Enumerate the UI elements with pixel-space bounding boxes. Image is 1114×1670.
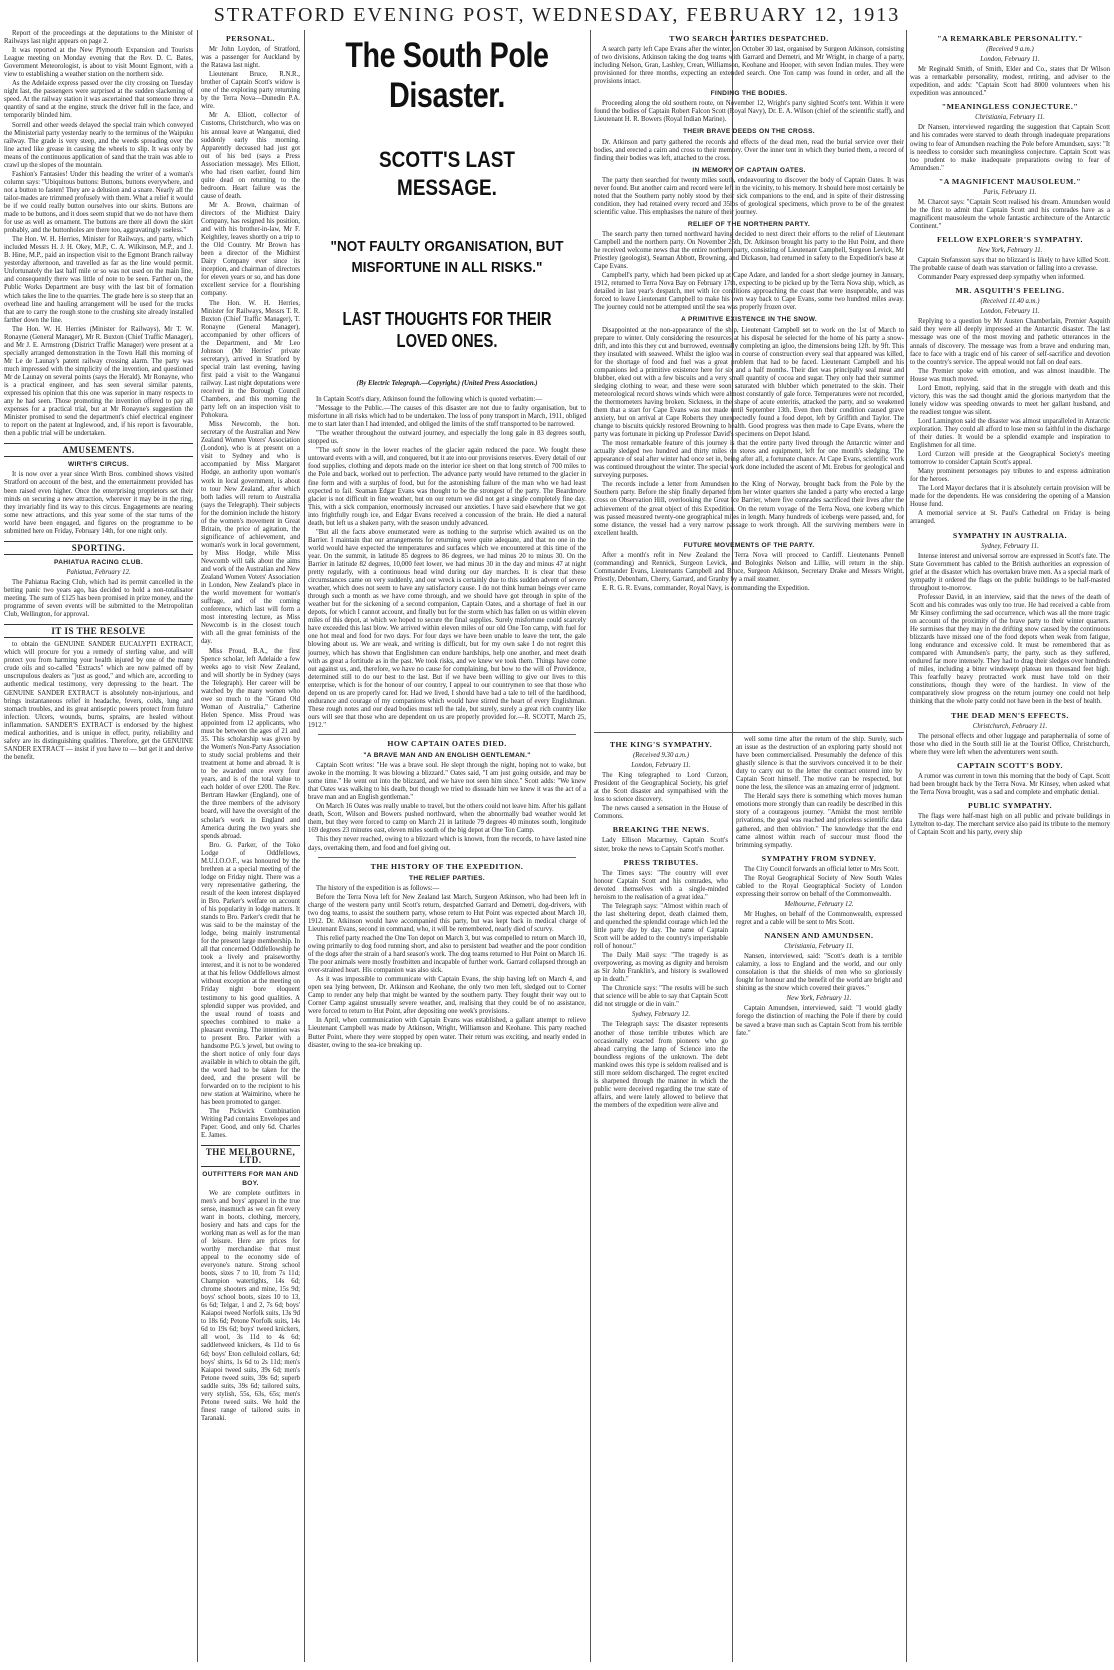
dateline: London, February 11. (631, 762, 691, 770)
article-heading: THE DEAD MEN'S EFFECTS. (951, 710, 1069, 720)
article-heading: THE HISTORY OF THE EXPEDITION. (370, 861, 524, 871)
article-subheading: A PRIMITIVE EXISTENCE IN THE SNOW. (681, 316, 817, 324)
news-item: The Pahiatua Racing Club, which had its permit cancelled in the betting panic two years ago, has decided to hold a non-totalisator meeting. The sum of £125 has been promised in prize money, and the programme of seven events will be submitted to the Metropolitan Club, Wellington, for approval. (4, 578, 193, 619)
news-item: Miss Newcomb, the hon. secretary of the Australian and New Zealand Women Voters' Association (London), who is at present on a visit to Sydney and who is accompanied by Miss Margaret Hodge, an authority upon woman's work in local government, is about to tour New Zealand, after which both ladies will return to Australia (says the Telegraph). Their subjects for the dominion include the history of the women's movement in Great Britain, the price of agitation, the significance of achievement, and woman's work in local government, by Miss Hodge, while Miss Newcomb will talk about the aims and work of the Australian and New Zealand Women Voters' Association in London, New Zealand's place in the world movement for woman's suffrage, and of the coming conference, which last will form a most interesting lecture, as Miss Newcomb is in the closest touch with all the great feminists of the day. (201, 421, 300, 646)
column-rule (590, 30, 591, 1662)
article-heading: SYMPATHY IN AUSTRALIA. (952, 530, 1068, 540)
divider (594, 732, 904, 733)
article-paragraph: The party then searched for twenty miles south, endeavouring to discover the body of Captain Oates. It was never found. But another cairn and record were left in the vicinity, to his memory. It should here most certainly be noted that the Southern party nobly stood by their sick companions to the end, and in spite of their distressing condition, they had retained every record and 35lbs of geological specimens, which prove to be of the greatest scientific value. This emphasises the nature of their journey. (594, 176, 904, 216)
article-paragraph: Captain Stefansson says that no blizzard is likely to have killed Scott. The probable cause of death was starvation or falling into a crevasse. (910, 257, 1110, 273)
article-paragraph: "The soft snow in the lower reaches of the glacier again reduced the pace. We fought these untoward events with a will, and conquered, but it ate into our provisions reserves. Every detail of our food supplies, clothing and depots made on the interior ice sheet on that long stretch of 700 miles to the Pole and back, worked out to perfection. The advance party would have returned to the glacier in fine form and with a surplus of food, but for the astonishing failure of the man who we had least expected to fail. Seaman Edgar Evans was thought to be the strongest of the party. The Beardmore glacier is not difficult in fine weather, but on our return we did not get a single completely fine day. This, with a sick companion, enormously increased our anxieties. I have said elsewhere that we got into frightfully rough ice, and Edgar Evans received a concussion of the brain. He died a natural death, but left us a shaken party, with the season unduly advanced. (308, 447, 586, 527)
article-paragraph: This relief party reached the One Ton depot on March 3, but was compelled to return on March 10, owing primarily to dog food running short, and also to persistent bad weather and the poor condition of the dogs after the strain of a hard season's work. The dog teams returned to Hut Point on March 16. The poor animals were mostly frostbitten and incapable of further work. Garrard collapsed through an over-strained heart. His companion was also sick. (308, 934, 586, 975)
article-paragraph: The history of the expedition is as follows:— (316, 884, 440, 892)
news-item: Sorrell and other weeds delayed the special train which conveyed the Ministerial party yesterday nearly to the terminus of the Waipuku railway. The grade is very steep, and the weeds spreading over the line acted like grease in causing the wheels to slip. It was only by means of the continuous application of sand that the train was able to crawl up the slopes of the mountain. (4, 121, 193, 169)
article-paragraph: Intense interest and universal sorrow are expressed in Scott's fate. The State Government has cabled to the British authorities an expression of grief at the disaster which has overtaken brave men. As a special mark of sympathy it ordered the flags on the public buildings to be half-masted throughout to-morrow. (910, 552, 1110, 592)
article-paragraph: Captain Amundsen, interviewed, said: "I would gladly forego the distinction of reaching the Pole if there by could be saved a brave man such as Captain Scott from his terrible fate." (736, 1005, 902, 1037)
article-paragraph: The flags were half-mast high on all public and private buildings in Lyttelton to-day. The merchant service also paid its tribute to the memory of Captain Scott and his party, every ship (910, 812, 1110, 837)
received-time: (Received 9 a.m.) (986, 46, 1034, 54)
article-heading: PRESS TRIBUTES. (623, 857, 699, 867)
article-paragraph: The Royal Geographical Society of New South Wales cabled to the Royal Geographical Society of London expressing their sorrow on behalf of the Commonwealth. (736, 874, 902, 898)
column-rule (906, 30, 907, 1662)
article-paragraph: The Herald says there is something which moves human emotions more strongly than can readily be described in this story of a courageous journey. "Amidst the most terrible privations, the goal was reached and priceless scientific data gathered, and then oblivion." The knowledge that the end came almost within reach of succour must flood the brimming sympathy. (736, 793, 902, 849)
article-paragraph: Commander Peary expressed deep sympathy when informed. (918, 274, 1085, 282)
column-personal (201, 30, 300, 1662)
article-paragraph: well some time after the return of the ship. Surely, such an issue as the destruction of an exploring party should not have been commercialised. Presumably the defence of this ghastly silence is that the survivors conceived it to be their duty to carry out to the letter the contract entered into by Captain Scott himself. The motive can be respected, but none the less, the silence was an amazing error of judgment. (736, 736, 902, 792)
article-paragraph: Replying to a question by Mr Austen Chamberlain, Premier Asquith said they were all deeply impressed at the Antarctic disaster. The last message was one of the most moving and pathetic utterances in the annals of discovery. The message was from a brave and enduring man, face to face with a tragic end of his career of self-sacrifice and devotion to the country's service. The appeal would not fall on deaf ears. (910, 318, 1110, 366)
news-item: Mr A. Brown, chairman of directors of the Midhirst Dairy Company, has resigned his position, and with his brother-in-law, Mr F. Keightley, leaves shortly on a trip to the Old Country. Mr Brown has been a director of the Midhirst Dairy Company ever since its inception, and chairman of directors for eleven years or so, and has done excellent service for a flourishing company. (201, 201, 300, 298)
divider (318, 734, 576, 735)
article-heading: WIRTH'S CIRCUS. (67, 461, 129, 469)
article-paragraph: The Daily Mail says: "The tragedy is as overpowering, as moving as dignity and heroism as Sir John Franklin's, and history is swallowed up in death." (594, 952, 728, 984)
news-item: Lieutenant Bruce, R.N.R., brother of Captain Scott's widow is one of the exploring party returning by the Terra Nova—Dunedin P.A. wire. (201, 71, 300, 111)
dateline: New York, February 11. (977, 247, 1043, 255)
news-item: Report of the proceedings at the deputations to the Minister of Railways last night appears on page 2. (4, 30, 193, 46)
column-kings-sympathy (594, 736, 728, 1662)
pull-quote-headline: "NOT FAULTY ORGANISATION, BUT MISFORTUNE IN ALL RISKS." (330, 238, 564, 276)
article-paragraph: Professor David, in an interview, said that the news of the death of Scott and his comrades was only too true. He had received a cable from Mr Kinsey confirming the sad occurrence, which was all the more tragic on account of the proximity of the brave party to their winter quarters. He surmises that they may in the drifting snow caused by the continuous blizzards have missed one of the food depots when weak from fatigue, long endurance and excessive cold. It must be remembered that as compared with Amundsen's party, the party, such as they suffered, endured far more intensely. They had to drag their sledges over hundreds of miles, including a bitter windswept plateau ten thousand feet high. This fearfully heavy protracted work must have told on their constitutions, though they were of the hardiest. In view of the comparatively slow progress on the return journey one could not help thinking that the whole party could not have been in the best of health. (910, 593, 1110, 706)
article-heading: PAHIATUA RACING CLUB. (54, 558, 143, 566)
article-subheading: THEIR BRAVE DEEDS ON THE CROSS. (683, 128, 815, 136)
dateline: London, February 11. (980, 56, 1040, 64)
article-heading: SYMPATHY FROM SYDNEY. (761, 853, 877, 863)
article-paragraph: In Captain Scott's diary, Atkinson found the following which is quoted verbatim:— (316, 396, 543, 404)
article-subheading: RELIEF OF THE NORTHERN PARTY. (687, 220, 811, 228)
subheadline-last-thoughts: LAST THOUGHTS FOR THEIR LOVED ONES. (342, 309, 552, 351)
article-heading: "A MAGNIFICENT MAUSOLEUM." (938, 176, 1082, 186)
column-local-news (4, 30, 193, 1662)
news-item: The Pickwick Combination Writing Pad contains Envelopes and Paper. Good, and only 6d. Charles E. James. (201, 1108, 300, 1140)
received-time: (Received 11.40 a.m.) (980, 298, 1040, 306)
article-paragraph: The records include a letter from Amundsen to the King of Norway, brought back from the Pole by the Southern party. Before the ship finally departed from her winter quarters she landed a party who erected a large cross on Observation Hill, overlooking the Great Ice Barrier, where five comrades sacrificed their lives after the achievement of the great object of this Expedition. On the return voyage of the Terra Nova, one iceberg which was passed measured twenty-one geographical miles in length. Many hundreds of icebergs were passed, and, for some distance, the vessel had a very narrow passage to work through. All the surviving members were in excellent health. (594, 481, 904, 537)
news-item: Mr A. Elliott, collector of Customs, Christchurch, who was on his annual leave at Wanganui, died suddenly early this morning. Apparently deceased had just got out of his bed (says a Press Association message). Mrs Elliott, who had risen earlier, found him quite dead on returning to the bedroom. Heart failure was the cause of death. (201, 112, 300, 200)
news-item: Fashion's Fantasies! Under this heading the writer of a woman's column says: "Ubiquitous buttons: Buttons, buttons everywhere, and not a button to fasten! They are a delusion and a snare. Nearly all the tailor-mades are trimmed profusely with them. What a relief it would be if we could really button ourselves into our skirts. Buttons are made to be buttons, and it does seem stupid that we do not have them for use as well as ornament. The buttons are there all down the skirt probably, and the buttonholes are there too, aggravatingly useless." (4, 170, 193, 235)
article-paragraph: Lord Curzon will preside at the Geographical Society's meeting tomorrow to consider Captain Scott's appeal. (910, 451, 1110, 467)
subheadline: SCOTT'S LAST MESSAGE. (379, 147, 515, 200)
dateline: Christchurch, February 11. (972, 722, 1048, 730)
article-paragraph: The most remarkable feature of this journey is that the entire party lived through the Antarctic winter and actually sledged two hundred and thirty miles on stores and equipment, left for one month's sledging. The appearance of seal after winter had once set in, being after all, a fortunate chance. At Cape Evans, scientific work was continued throughout the winter. The special work done included the ascent of Mt. Erebus for geological and surveying purposes. (594, 440, 904, 480)
article-paragraph: Disappointed at the non-appearance of the ship, Lieutenant Campbell set to work on the 1st of March to prepare to winter. Only considering the resources at his disposal he selected for the home of his party a snow-drift, and into this they cut and burrowed, eventually completing an igloo, the dimensions being 12ft. by 9ft. This they insulated with seaweed. Whilst the igloo was in course of construction every seal that appeared was killed, for the shortage of food and fuel was a great problem that had to be faced. Lieutenant Campbell and his companions led a primitive existence here for six and a half months. Their diet was principally seal meat and blubber, eked out with a few biscuits and a very small quantity of cocoa and sugar. They only had their summer sledging clothing to wear, and these were soon saturated with blubber which penetrated to the skin. Their meteorological record shows winds which were almost constantly of gale force. Temperatures were not recorded, the thermometers having broken. Sickness, in the shape of acute enteritis, attacked the party, and so weakened them that a start for Cape Evans was not made until September 13th. Even then their condition caused grave anxiety, but on arrival at Cape Roberts they unexpectedly found a food depot, left by Griffith and Taylor. The change to biscuits quickly restored Browning to health. Good progress was then made to Cape Evans, where the party was fortunate in picking up Professor David's specimens on Depot Island. (594, 326, 904, 439)
article-paragraph: The Premier spoke with emotion, and was almost inaudible. The House was much moved. (910, 367, 1110, 383)
article-paragraph: The City Council forwards an official letter to Mrs Scott. (744, 865, 900, 873)
masthead: STRATFORD EVENING POST, WEDNESDAY, FEBRUARY 12, 1913 (213, 4, 901, 26)
advertisement-text: to obtain the GENUINE SANDER EUCALYPTI EXTRACT, which will procure for you a remedy of sterling value, and will protect you from harming your health injured by one of the many crude oils and so-called "Extracts" which are now palmed off by unscrupulous dealers as "just as good," and which are, according to authentic medical testimony, very depressing to the heart. The GENUINE SANDER EXTRACT is absolutely non-injurious, and brings instantaneous relief in headache, fevers, colds, lung and stomach troubles, and its great antiseptic powers protect from future infection. Ulcers, wounds, burns, sprains, are healed without inflammation. SANDER'S EXTRACT is endorsed by the highest medical authorities, and is unique in effect, purity, reliability and safety are its distinguishing qualities. Therefore, get the GENUINE SANDER EXTRACT — insist if you have to — but get it and derive the benefit. (4, 641, 193, 761)
article-paragraph: Lady Ellison Macartney, Captain Scott's sister, broke the news to Captain Scott's mother. (594, 837, 728, 853)
article-paragraph: The Telegraph says: "Almost within reach of the last sheltering depot, death claimed them, and quenched the splendid courage which led the little party day by day. The name of Captain Scott will be added to the country's imperishable roll of honour." (594, 902, 728, 951)
section-heading-personal: PERSONAL. (226, 34, 275, 43)
article-paragraph: The search party then turned northward having decided to next direct their efforts to the relief of Lieutenant Campbell and the northern party. On November 25th, Dr. Atkinson brought his party to the Hut Point, and there he received welcome news that the entire northern party, consisting of Lieutenant Campbell, Surgeon Levick, Mr Priestley (geologist), Seaman Abbott, Browning, and Dickason, had returned in safety to the Expedition's base at Cape Evans. (594, 230, 904, 271)
dateline: London, February 11. (980, 308, 1040, 316)
article-heading: TWO SEARCH PARTIES DESPATCHED. (669, 34, 829, 43)
received-time: (Received 9.30 a.m.) (632, 752, 690, 760)
column-search-parties (594, 30, 904, 730)
dateline: Sydney, February 12. (631, 1011, 691, 1019)
section-heading-sporting: SPORTING. (4, 541, 193, 555)
news-item: Mr John Loydon, of Stratford, was a passenger for Auckland by the Ratawa last night. (201, 46, 300, 70)
article-paragraph: In April, when communication with Captain Evans was established, a gallant attempt to relieve Lieutenant Campbell was made by Atkinson, Wright, Williamson and Keohane. This party reached Butter Point, where they were stopped by open water. Their return was exciting, and nearly ended in disaster, owing to the sea-ice breaking up. (308, 1017, 586, 1049)
article-paragraph: Mr Reginald Smith, of Smith, Elder and Co., states that Dr Wilson was a remarkable personality, modest, retiring, and adviser to the expedition, and adds: "Captain Scott had 8000 volunteers when his expedition was announced." (910, 66, 1110, 98)
article-paragraph: A search party left Cape Evans after the winter, on October 30 last, organised by Surgeon Atkinson, consisting of two divisions, Atkinson taking the dog teams with Garrard and Demetri, and Mr Wright, in charge of a party, including Nelson, Gran, Lashley, Crean, Williamson, Keohane and Hooper, with seven Indian mules. They were provisioned for three months, expecting an extended search. One Ton camp was found in order, and all the provisions intact. (594, 46, 904, 86)
article-paragraph: The personal effects and other luggage and paraphernalia of some of those who died in the South still lie at the Tourist Office, Christchurch, where they were left when the adventurers went south. (910, 732, 1110, 756)
article-paragraph: "But all the facts above enumerated were as nothing to the surprise which awaited us on the Barrier. I maintain that our arrangements for returning were quite adequate, and that no one in the world would have expected the temperatures and surfaces which we encountered at this time of the year. On the summit, in latitude 85 degrees to 86 degrees, we had minus 20 to minus 30. On the Barrier in latitude 82 degrees, 10,000 feet lower, we had minus 30 in the day and minus 47 at night pretty regularly, with a continuous head wind during our day marches. It is clear that these circumstances came on very suddenly, and our wreck is certainly due to this sudden advent of severe weather, which does not seem to have any satisfactory cause. I do not think human beings ever came through such a month as we have come through, and we should have got through in spite of the weather but for the sickening of a second companion, Captain Oates, and a shortage of fuel in our depots, for which I cannot account, and finally but for the storm which has fallen on us within eleven miles of this depot, at which we hoped to secure the final supplies. Surely misfortune could scarcely have exceeded this last blow. We arrived within eleven miles of our old One Ton camp, with fuel for one hot meal and food for two days. For four days we have been unable to leave the tent, the gale blowing about us. We are weak, and writing is difficult, but for my own sake I do not regret this journey, which has shown that Englishmen can endure hardships, help one another, and meet death with as great a fortitude as in the past. We took risks, and we knew we took them. Things have come out against us, and, therefore, we have no cause for complaining, but bow to the will of Providence, determined still to do our best to the last. But if we have been willing to give our lives to this enterprise, which is for the honour of our country, I appeal to our countrymen to see that those who depend on us are properly cared for. Had we lived, I should have had a tale to tell of the hardihood, endurance and courage of my companions which would have stirred the heart of every Englishman. These rough notes and our dead bodies must tell the tale, but surely, surely a great rich country like ours will see that those who are dependent on us are properly provided for.—R. SCOTT, March 25, 1912." (308, 528, 586, 729)
article-paragraph: Proceeding along the old southern route, on November 12, Wright's party sighted Scott's tent. Within it were found the bodies of Captain Robert Falcon Scott (Royal Navy), Dr. E. A. Wilson (chief of the scientific staff), and Lieutenant H. R. Bowers (Royal Indian Marine). (594, 100, 904, 124)
article-paragraph: The Chronicle says: "The results will be such that science will be able to say that Captain Scott did not struggle or die in vain." (594, 985, 728, 1009)
article-paragraph: The Lord Mayor declares that it is absolutely certain provision will be made for the dependents. He was considering the opening of a Mansion House fund. (910, 485, 1110, 509)
article-subheading: "A BRAVE MAN AND AN ENGLISH GENTLEMAN." (363, 752, 531, 760)
article-paragraph: "Message to the Public.—The causes of this disaster are not due to faulty organisation, but to misfortune in all risks which had to be undertaken. The loss of pony transport in March, 1911, obliged me to start later than I had intended, and obliged the limits of the stuff transported to be narrowed. (308, 405, 586, 429)
column-rule (197, 30, 198, 1662)
news-item: The Hon. W. H. Herries (Minister for Railways), Mr T. W. Ronayne (General Manager), Mr R. Buxton (Chief Traffic Manager), and Mr J. E. Armstrong (District Traffic Manager) were present at a specially arranged demonstration in the Town Hall this morning of Mr Le de Launay's patent railway crossing alarm. The party was much impressed with the simplicity of the invention, and questioned Mr de Launay on several points (says the Herald). Mr Ronayne, who is a practical engineer, and has seen several similar patents, expressed his opinion that this one was superior in many respects to any he had seen. Those promoting the invention offered to pay all expenses for a practical trial, but at Mr Ronayne's suggestion the Minister promised to send the department's chief electrical engineer to report on the patent at Inglewood, and, if his report is favourable, then a public trial will be undertaken. (4, 325, 193, 438)
news-item: The Hon. W. H. Herries, Minister for Railways, and party, which included Messrs H. J. H. Okey, M.P., C. A. Wilkinson, M.P., and J. B. Hine, M.P., paid an inspection visit to the Egmont Branch railway yesterday afternoon, and travelled as far as the line would permit. Unfortunately the last half mile or so was not used on the main line, and consequently there was little of note to be seen. Farther on, the Public Works Department are busy with the last bit of formation which takes the line to the quarries. The grade here is so steep that an overhead line and hauling arrangement will be used for the trucks that are to carry the rough stone to the crushing site already installed farther down the line. (4, 236, 193, 324)
article-paragraph: Captain Scott writes: "He was a brave soul. He slept through the night, hoping not to wake, but awoke in the morning. It was blowing a blizzard." Oates said, "I am just going outside, and may be some time." He went out into the blizzard, and we have not seen him since." Scott adds: "We knew that Oates was walking to his death, but though we tried to dissuade him we knew it was the act of a brave man and an English gentleman." (308, 762, 586, 802)
article-paragraph: The news caused a sensation in the House of Commons. (594, 805, 728, 821)
news-item: Bro. G. Parker, of the Toko Lodge of Oddfellows, M.U.I.O.O.F., was honoured by the brethren at a special meeting of the lodge on Friday night. There was a very representative gathering, the result of the keen interest displayed in Bro. Parker's welfare on account of his popularity in lodge matters. It stands to Bro. Parker's credit that he was said to be the mainstay of the lodge, being mainly instrumental for the present large membership. In all that concerned Oddfellowship he took a lively and praiseworthy interest, and it is not to be wondered at that his fellow Oddfellows almost without exception at the meeting on Friday night bore eloquent testimony to his good qualities. A splendid supper was provided, and the usual round of toasts and speeches combined to make a pleasant evening. The intention was to present Bro. Parker with a handsome P.G.'s jewel, but owing to the short notice of only four days available in which to obtain the gift, the word had to be taken for the deed, and the present will be forwarded on to the recipient to his new station at Waimirino, where he has been promoted to ganger. (201, 841, 300, 1107)
article-paragraph: On March 16 Oates was really unable to travel, but the others could not leave him. After his gallant death, Scott, Wilson and Bowers pushed northward, when the abnormally bad weather would let them, but they were forced to camp on March 21 in latitude 79 degrees 40 minutes south, longitude 169 degrees 23 minutes east, eleven miles south of the big depot at One Ton Camp. (308, 803, 586, 835)
article-paragraph: Nansen, interviewed, said: "Scott's death is a terrible calamity, a loss to England and the world, and our only consolation is that the shields of men who so gloriously fought for honour and the benefit of the world are bright and shining as the snow which covered their graves." (736, 953, 902, 993)
news-item: It is now over a year since Wirth Bros. combined shows visited Stratford on account of the best, and the entertainment provided has been raised even higher. Once the enterprising proprietors set their minds on securing a new attraction, wherever it may be in the ring, they invariably find its way to this circus. Engagements are nearing some new attractions, and this year some of the star turns of the world have been engaged, and figures on the programme to be submitted here on Friday, February 14th, for one night only. (4, 471, 193, 535)
dateline: Paris, February 11. (983, 188, 1037, 196)
news-item: The Hon. W. H. Herries, Minister for Railways, Messrs T. R. Buxton (Chief Traffic Manager), T. Ronayne (General Manager), accompanied by other officers of the Department, and Mr Leo Johnson (Mr Herries' private secretary), arrived in Stratford by special train last evening, having first paid a visit to the Wanganui railway. Last night deputations were received in the Borough Council Chambers, and this morning the party left on an inspection visit to Pohokura. (201, 299, 300, 420)
wire-credit: (By Electric Telegraph.—Copyright.) (United Press Association.) (356, 380, 538, 387)
article-paragraph: Dr. Atkinson and party gathered the records and effects of the dead men, read the burial service over their bodies, and erected a cairn and cross to their memory. Over the inner tent in which they buried them, a record of finding their bodies was left, attached to the cross. (594, 138, 904, 162)
dateline: Melbourne, February 12. (784, 900, 854, 908)
article-paragraph: The Times says: "The country will ever honour Captain Scott and his comrades, who devoted themselves with a single-minded heroism to the realisation of a great idea." (594, 869, 728, 901)
article-heading: CAPTAIN SCOTT'S BODY. (956, 760, 1064, 770)
article-heading: BREAKING THE NEWS. (612, 825, 710, 835)
article-heading: "MEANINGLESS CONJECTURE." (941, 102, 1079, 112)
article-heading: NANSEN AND AMUNDSEN. (764, 931, 874, 941)
advertisement-text: We are complete outfitters in men's and boys' apparel in the true sense, inasmuch as we can fit every want in boots, clothing, mercery, hosiery and hats and caps for the working man as well as for the man of leisure. Here are prices for worthy merchandise that must appeal to the economy side of everyone's nature. Strong school boots, sizes 7 to 10, from 7s 11d; Champion watertights, 14s 6d; chrome shooters and mine, 15s 9d; boys' school boots, sizes 10 to 13, 6s 6d; Telgar, 1 and 2, 7s 6d; boys' Kaiapoi tweed Norfolk suits, 13s 9d to 18s 6d; Petone Norfolk suits, 14s 6d to 19s 6d; boys' tweed knickers, all wool, 3s 11d to 4s 6d; saddletweed knickers, 4s 11d to 6s 6d; boys' Eton celluloid collars, 6d; boys' shirts, 1s 6d to 2s 11d; men's Kaiapoi tweed suits, 39s 6d; men's Petone tweed suits, 39s 6d; superb saddle suits, 39s 6d; tailored suits, very stylish, 55s, 63s, 65s; men's Petone tweed suits. We hold the finest range of tailored suits in Taranaki. (201, 1189, 300, 1422)
column-sympathy-sydney (736, 736, 902, 1662)
article-paragraph: The Telegraph says: The disaster represents another of those terrible tributes which are occasionally exacted from pioneers who go ahead carrying the lamp of Science into the boundless regions of the unknown. The debt mankind owes this type is seldom realised and is still more seldom discharged. The regret excited is sharpened through the manner in which the public were deceived regarding the true state of affairs, and were lately allowed to believe that the members of the expedition were alive and (594, 1021, 728, 1109)
article-heading: "A REMARKABLE PERSONALITY." (937, 34, 1083, 43)
article-paragraph: M. Charcot says: "Captain Scott realised his dream. Amundsen would be the first to admit that Captain Scott and his comrades have as a magnificent mausoleum the whole fantastic architecture of the Antarctic Continent." (910, 198, 1110, 230)
main-headline: The South Pole Disaster. (345, 36, 549, 115)
divider (318, 857, 576, 858)
advert-subheading: OUTFITTERS FOR MAN AND BOY. (202, 1171, 299, 1187)
article-paragraph: A memorial service at St. Paul's Cathedral on Friday is being arranged. (910, 510, 1110, 526)
article-heading: PUBLIC SYMPATHY. (967, 800, 1053, 810)
dateline: Pahiatua, February 12. (66, 568, 131, 576)
article-paragraph: Before the Terra Nova left for New Zealand last March, Surgeon Atkinson, who had been left in charge of the western party until Scott's return, despatched Garrard and Demetri, dog-drivers, with two dog teams, to assist the southern party, whose return to Hut Point was expected about March 10, 1912. Dr. Atkinson would have accompanied this party, but was kept back in medical charge of Lieutenant Evans, second in command, who, it will be remembered, nearly died of scurvy. (308, 893, 586, 933)
article-subheading: IN MEMORY OF CAPTAIN OATES. (692, 166, 806, 174)
news-item: Miss Proud, B.A., the first Spence scholar, left Adelaide a few weeks ago to visit New Zealand, and will shortly be in Sydney (says the Telegraph). Her career will be watched by the many women who owe so much to the "Grand Old Woman of Australia," Catherine Helen Spence. Miss Proud was appointed from 12 applicants, who must be between the ages of 21 and 35. This scholarship was given by the Women's Non-Party Association to study social problems and their treatment at home and abroad. It is to be awarded once every four years, and is of the total value to each holder of over £200. The Rev. Bertram Hawker (England), one of the three members of the advisory board, will have the oversight of the scholar's work in England and America during the two years she spends abroad. (201, 647, 300, 840)
article-paragraph: Dr Nansen, interviewed regarding the suggestion that Captain Scott and his comrades were starved to death through inadequate preparations owing to fear of Amundsen reaching the Pole before Amundsen, says: "It is needless to consider such meaningless conjecture. Captain Scott was too prudent to make inadequate preparations owing to fear of Amundsen." (910, 124, 1110, 172)
advert-heading: THE MELBOURNE, LTD. (201, 1145, 300, 1167)
article-paragraph: E. R. G. R. Evans, commander, Royal Navy, is commanding the Expedition. (602, 584, 810, 592)
news-item: It was reported at the New Plymouth Expansion and Tourists League meeting on Monday evening that the Rev. D. C. Bates, Government Meteorologist, is about to visit Mount Egmont, with a view to establishing a weather station on the northern side. (4, 47, 193, 79)
article-subheading: FUTURE MOVEMENTS OF THE PARTY. (683, 541, 815, 549)
article-paragraph: This they never reached, owing to a blizzard which is known, from the records, to have lasted nine days, overtaking them, and food and fuel giving out. (308, 836, 586, 852)
article-paragraph: "The weather throughout the outward journey, and especially the long gale in 83 degrees south, stopped us. (308, 430, 586, 446)
article-heading: THE KING'S SYMPATHY. (609, 740, 713, 749)
dateline: New York, February 11. (786, 995, 852, 1003)
column-tributes (910, 30, 1110, 1662)
article-paragraph: Campbell's party, which had been picked up at Cape Adare, and landed for a short sledge journey in January, 1912, returned to Terra Nova Bay on February 17th, expecting to be picked up by the Terra Nova ship, which, as detailed in last year's despatch, met with ice conditions approaching the coast that were insuperable, and was forced to leave Lieutenant Campbell to make his own way back to Cape Evans, some two hundred miles away. The journey could not be attempted until the sea was properly frozen over. (594, 272, 904, 312)
article-paragraph: As it was impossible to communicate with Captain Evans, the ship having left on March 4, and open sea lying between, Dr. Atkinson and Keohane, the only two men left, sledged out to Corner Camp to render any help that might be wanted by the southern party. They fought their way out to Corner Camp against unusually severe weather, and, realising that they could be of no assistance, were forced to return to Hut Point, after depositing one week's provisions. (308, 976, 586, 1016)
news-item: As the Adelaide express passed over the city crossing on Tuesday night last, the passengers were surprised at the sudden slackening of speed. At the railway station it was ascertained that someone threw a quantity of sand at the engine, struck the driver full in the face, and temporarily blinded him. (4, 80, 193, 120)
section-heading-amusements: AMUSEMENTS. (4, 443, 193, 457)
article-paragraph: Mr Hughes, on behalf of the Commonwealth, expressed regret and a cable will be sent to Mrs Scott. (736, 910, 902, 926)
article-paragraph: Lord Emott, replying, said that in the struggle with death and this victory, this was the sad thought amid the glorious martyrdom that the lonely widow was speeding onwards to meet her gallant husband, and the readiest tongue was silent. (910, 384, 1110, 416)
article-paragraph: Many prominent personages pay tributes to and express admiration for the heroes. (910, 468, 1110, 484)
article-heading: MR. ASQUITH'S FEELING. (955, 286, 1065, 296)
article-heading: FELLOW EXPLORER'S SYMPATHY. (937, 234, 1083, 244)
article-paragraph: The King telegraphed to Lord Curzon, President of the Geographical Society, his grief at the Scott disaster and sympathised with the loss to science discovery. (594, 772, 728, 804)
article-paragraph: Lord Lamington said the disaster was almost unparalleled in Antarctic exploration. They could all afford to lose men so faithful in the discharge of their duties. It would be a splendid example and inspiration to Englishmen for all time. (910, 417, 1110, 450)
article-subheading: FINDING THE BODIES. (710, 90, 788, 98)
dateline: Christiania, February 11. (784, 943, 854, 951)
article-subheading: THE RELIEF PARTIES. (409, 874, 485, 882)
article-heading: HOW CAPTAIN OATES DIED. (387, 738, 507, 748)
column-rule (304, 30, 305, 1662)
dateline: Christiania, February 11. (975, 114, 1045, 122)
article-paragraph: After a month's refit in New Zealand the Terra Nova will proceed to Cardiff. Lieutenants Pennell (commanding) and Rennick, Surgeon Levick, and Bologinks Nelson and Lillie, will return in the ship. Commander Evans, Lieutenants Campbell and Bruce, Surgeon Atkinson, Secretary Drake and Messrs Wright, Priestly, Debenham, Cherry, Garrard, and Granby by a mail steamer. (594, 551, 904, 583)
article-paragraph: A rumor was current in town this morning that the body of Capt. Scott had been brought back by the Terra Nova. Mr Kinsey, when asked what the Terra Nova brought, was a sad and complete and emphatic denial. (910, 772, 1110, 796)
column-south-pole-disaster (308, 30, 586, 1662)
dateline: Sydney, February 11. (981, 542, 1039, 550)
advert-heading: IT IS THE RESOLVE (4, 624, 193, 638)
